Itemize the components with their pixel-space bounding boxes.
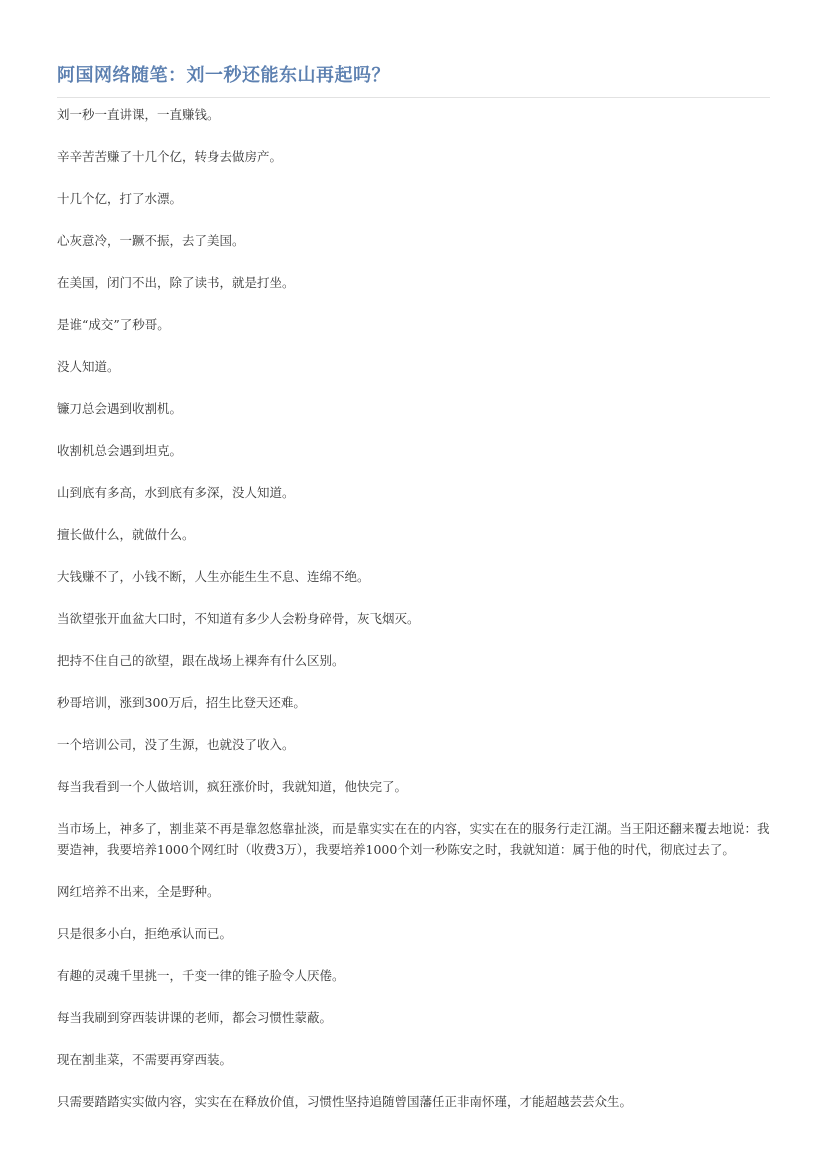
article-paragraph: 是谁“成交”了秒哥。 [57,317,170,332]
article-paragraph: 大钱赚不了，小钱不断，人生亦能生生不息、连绵不绝。 [57,569,370,584]
article-paragraph: 有趣的灵魂千里挑一，千变一律的锥子脸令人厌倦。 [57,968,345,983]
article-paragraph: 十几个亿，打了水漂。 [57,191,183,206]
article-paragraph: 没人知道。 [57,359,120,374]
article-paragraph: 镰刀总会遇到收割机。 [57,401,183,416]
article-paragraph: 辛辛苦苦赚了十几个亿，转身去做房产。 [57,149,283,164]
article-paragraph: 只需要踏踏实实做内容，实实在在释放价值，习惯性坚持追随曾国藩任正非南怀瑾，才能超越芸芸众生。 [57,1094,633,1109]
article-paragraph: 擅长做什么，就做什么。 [57,527,195,542]
article-paragraph: 一个培训公司，没了生源，也就没了收入。 [57,737,295,752]
article-paragraph: 网红培养不出来，全是野种。 [57,884,220,899]
article-paragraph: 把持不住自己的欲望，跟在战场上裸奔有什么区别。 [57,653,345,668]
article-paragraph: 只是很多小白，拒绝承认而已。 [57,926,233,941]
article-title: 阿国网络随笔：刘一秒还能东山再起吗？ [57,65,390,86]
article-paragraph: 山到底有多高，水到底有多深，没人知道。 [57,485,295,500]
article-body [57,104,770,1112]
article-paragraph: 现在割韭菜，不需要再穿西装。 [57,1052,233,1067]
article-paragraph: 在美国，闭门不出，除了读书，就是打坐。 [57,275,295,290]
article-paragraph: 每当我看到一个人做培训，疯狂涨价时，我就知道，他快完了。 [57,779,408,794]
article-paragraph: 心灰意冷，一蹶不振，去了美国。 [57,233,245,248]
title-divider [57,97,770,98]
article-paragraph: 收割机总会遇到坦克。 [57,443,183,458]
article [57,60,770,1133]
article-paragraph: 每当我刷到穿西装讲课的老师，都会习惯性蒙蔽。 [57,1010,333,1025]
article-paragraph: 刘一秒一直讲课，一直赚钱。 [57,107,220,122]
article-paragraph: 当欲望张开血盆大口时，不知道有多少人会粉身碎骨，灰飞烟灭。 [57,611,420,626]
article-paragraph: 秒哥培训，涨到300万后，招生比登天还难。 [57,695,306,710]
article-paragraph: 当市场上，神多了，割韭菜不再是靠忽悠靠扯淡，而是靠实实在在的内容，实实在在的服务行走江湖。当王阳还翻来覆去地说：我要造神，我要培养1000个网红时（收费3万），我要培养1000个刘一秒陈安之时，我就知道：属于他的时代，彻底过去了。 [57,821,770,857]
